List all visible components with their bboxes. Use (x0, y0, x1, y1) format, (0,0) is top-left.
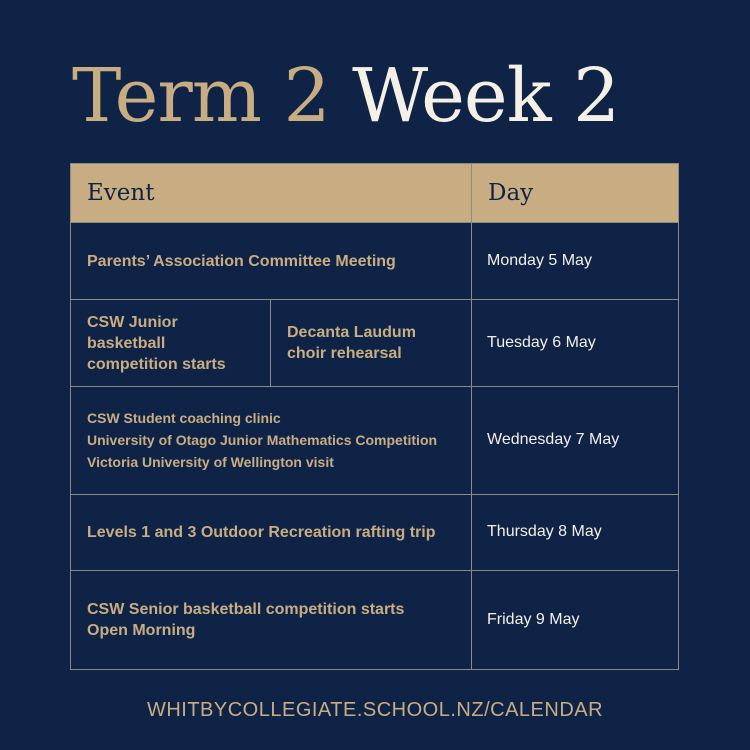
event-cell (71, 386, 472, 494)
day-cell: Monday 5 May (472, 223, 679, 300)
header-event: Event (71, 164, 472, 223)
event-line: Victoria University of Wellington visit (87, 454, 334, 471)
table-row (71, 300, 679, 386)
day-cell: Wednesday 7 May (472, 386, 679, 494)
event-line: Open Morning (87, 621, 196, 639)
event-cell: Decanta Laudum choir rehearsal (271, 300, 472, 386)
event-cell: CSW Junior basketball competition starts (71, 300, 271, 386)
events-table (70, 163, 679, 670)
table-row (71, 570, 679, 669)
table-row (71, 386, 679, 494)
event-cell: Parents’ Association Committee Meeting (71, 223, 472, 300)
table-header-row (71, 164, 679, 223)
day-cell: Friday 9 May (472, 570, 679, 669)
event-line: University of Otago Junior Mathematics Competition (87, 432, 438, 449)
day-cell: Tuesday 6 May (472, 300, 679, 386)
day-cell: Thursday 8 May (472, 495, 679, 570)
event-line: CSW Student coaching clinic (87, 410, 281, 427)
event-cell: Levels 1 and 3 Outdoor Recreation rafting trip (71, 495, 472, 570)
title-week: Week 2 (352, 53, 620, 139)
page-title (72, 52, 619, 141)
title-term: Term 2 (72, 53, 330, 139)
table-row (71, 223, 679, 300)
calendar-url[interactable]: WHITBYCOLLEGIATE.SCHOOL.NZ/CALENDAR (146, 699, 604, 721)
table-row (71, 495, 679, 570)
event-line: CSW Senior basketball competition starts (87, 600, 405, 618)
event-cell (71, 570, 472, 669)
header-day: Day (472, 164, 679, 223)
